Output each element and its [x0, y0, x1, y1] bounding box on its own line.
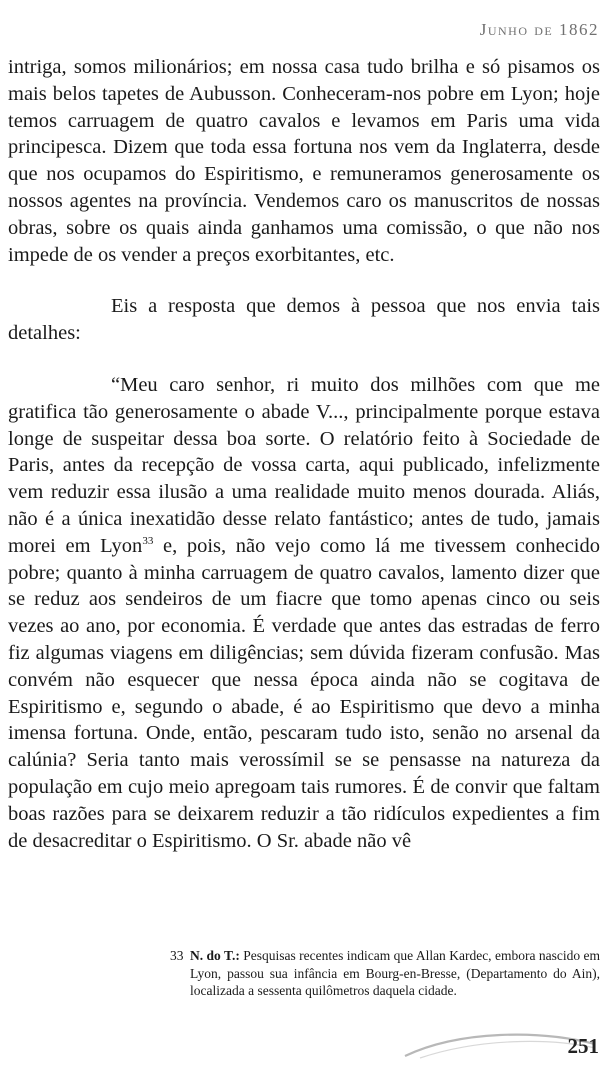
footnote-reference[interactable]: 33	[142, 534, 154, 547]
main-text	[8, 54, 600, 854]
letter-text-part-1: “Meu caro senhor, ri muito dos milhões com que me gratifica tão generosamente o abade V..., principalmente porque estava longe de suspeitar dessa boa sorte. O relatório feito à Sociedade de Paris, antes da recepção de vossa carta, aqui publicado, infelizmente vem reduzir essa ilusão a uma realidade muito menos dourada. Aliás, não é a única inexatidão desse relato fantástico; antes de tudo, jamais morei em Lyon	[8, 373, 600, 557]
paragraph-letter	[8, 372, 600, 854]
footnote-body	[190, 947, 600, 1000]
running-header: Junho de 1862	[479, 20, 599, 39]
paragraph-reply-intro: Eis a resposta que demos à pessoa que nos envia tais detalhes:	[8, 295, 600, 345]
paragraph-continuation: intriga, somos milionários; em nossa casa tudo brilha e só pisamos os mais belos tapetes de Aubusson. Conheceram-nos pobre em Lyon; hoje temos carruagem de quatro cavalos e levamos em Paris uma vida principesca. Dizem que toda essa fortuna nos vem da Inglaterra, desde que nos ocupamos do Espiritismo, e remuneramos generosamente os nossos agentes na província. Vendemos caro os manuscritos de nossas obras, sobre os quais ainda ganhamos uma comissão, o que não nos impede de os vender a preços exorbitantes, etc.	[8, 56, 600, 266]
letter-text-part-2: e, pois, não vejo como lá me tivessem conhecido pobre; quanto à minha carruagem de quatro cavalos, lamento dizer que se reduz aos sendeiros de um fiacre que tomo apenas cinco ou seis vezes ao ano, por economia. É verdade que antes das estradas de ferro fiz algumas viagens em diligências; sem dúvida fizeram confusão. Mas convém não esquecer que nessa época ainda não se cogitava de Espiritismo e, segundo o abade, é ao Espiritismo que devo a minha imensa fortuna. Onde, então, pescaram tudo isto, senão no arsenal da calúnia? Seria tanto mais verossímil se se pensasse na natureza da população em cujo meio apregoam tais rumores. É de convir que faltam boas razões para se deixarem reduzir a tão ridículos expedientes a fim de desacreditar o Espiritismo. O Sr. abade não vê	[8, 534, 600, 852]
footnote-label: N. do T.:	[190, 948, 240, 963]
footnote-number: 33	[170, 948, 184, 963]
footnote	[170, 947, 600, 1000]
page-number: 251	[567, 1034, 599, 1058]
footnote-text: Pesquisas recentes indicam que Allan Kardec, embora nascido em Lyon, passou sua infância em Bourg-en-Bresse, (Departamento do Ain), localizada a sessenta quilômetros daquela cidade.	[190, 948, 600, 998]
